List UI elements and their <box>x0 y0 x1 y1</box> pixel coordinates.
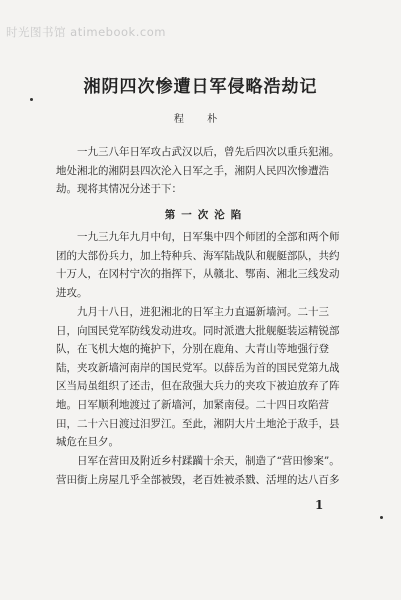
text-line: 陆，夹攻新墙河南岸的国民党军。以薛岳为首的国民党第九战 <box>56 361 340 374</box>
text-line: 劫。现将其情况分述于下： <box>56 183 182 196</box>
document-title: 湘阴四次惨遭日军侵略浩劫记 <box>83 77 318 97</box>
text-line: 队，在飞机大炮的掩护下，分别在鹿角、大青山等地强行登 <box>56 343 329 356</box>
page-number: 1 <box>315 498 324 512</box>
paragraph <box>56 228 356 302</box>
scan-speck <box>30 98 33 101</box>
text-line: 区当局虽组织了还击，但在敌强大兵力的夹攻下被迫放弃了阵 <box>56 380 340 393</box>
text-line: 城危在旦夕。 <box>56 436 119 449</box>
text-line: 日军在营田及附近乡村蹂躏十余天，制造了“营田惨案”。 <box>56 455 340 467</box>
author-name: 程 朴 <box>173 114 228 125</box>
text-line: 团的大部份兵力，加上特种兵、海军陆战队和舰艇部队，共约 <box>56 249 340 262</box>
text-line: 地处湘北的湘阴县四次沦入日军之手，湘阴人民四次惨遭浩 <box>56 164 329 177</box>
paragraph <box>56 143 356 199</box>
text-line: 十万人，在冈村宁次的指挥下，从赣北、鄂南、湘北三线发动 <box>56 268 340 281</box>
section-heading: 第一次沦陷 <box>164 209 248 221</box>
text-line: 田，二十六日渡过汨罗江。至此，湘阴大片土地沦于敌手，县 <box>56 417 340 430</box>
scan-speck <box>380 516 383 519</box>
paragraph <box>56 452 356 489</box>
text-line: 一九三九年九月中旬，日军集中四个师团的全部和两个师 <box>56 231 340 243</box>
text-line: 进攻。 <box>56 286 88 299</box>
text-line: 日，向国民党军防线发动进攻。同时派遣大批舰艇装运精锐部 <box>56 324 340 337</box>
text-line: 一九三八年日军攻占武汉以后，曾先后四次以重兵犯湘。 <box>56 146 340 158</box>
text-line: 地。日军顺利地渡过了新墙河，加紧南侵。二十四日攻陷营 <box>56 398 329 411</box>
watermark: 时光图书馆 atimebook.com <box>6 25 166 39</box>
paragraph <box>56 303 356 452</box>
text-line: 营田街上房屋几乎全部被毁，老百姓被杀戮、活埋的达八百多 <box>56 473 340 486</box>
text-line: 九月十八日，进犯湘北的日军主力直逼新墙河。二十三 <box>56 306 329 318</box>
